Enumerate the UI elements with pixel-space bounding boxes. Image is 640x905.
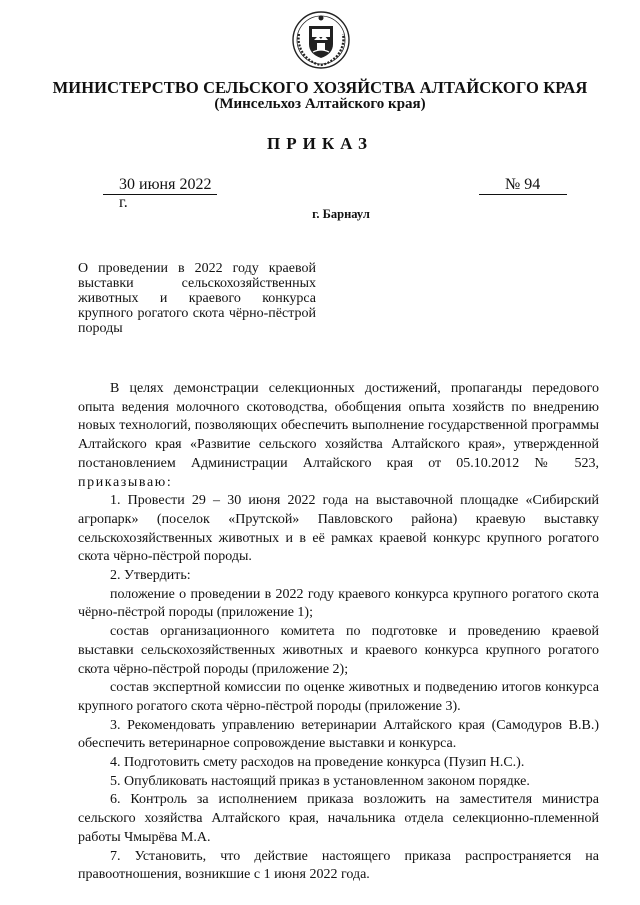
ministry-short-name: (Минсельхоз Алтайского края): [214, 96, 426, 112]
order-date-field: [103, 176, 217, 211]
order-item-2-sub-2: состав организационного комитета по подготовке и проведению краевой выставки сельскохозяйственных животных и краевого конкурса крупного рогатого скота чёрно-пёстрой породы (приложение 2);: [78, 624, 599, 677]
order-date: 30 июня 2022 г.: [119, 176, 212, 211]
city-name: г. Барнаул: [312, 207, 370, 221]
order-number: № 94: [505, 176, 541, 193]
order-number-field: [479, 176, 567, 195]
order-item-3: 3. Рекомендовать управлению ветеринарии Алтайского края (Самодуров В.В.) обеспечить ветеринарное сопровождение выставки и конкурса.: [78, 717, 599, 752]
order-item-2: 2. Утвердить:: [110, 568, 191, 584]
order-item-2-sub-1: положение о проведении в 2022 году краевого конкурса крупного рогатого скота чёрно-пёстрой породы (приложение 1);: [78, 586, 599, 621]
order-item-2-sub-3: состав экспертной комиссии по оценке животных и подведению итогов конкурса крупного рогатого скота чёрно-пёстрой породы (приложение 3).: [78, 680, 599, 714]
document-type: ПРИКАЗ: [267, 134, 373, 153]
preamble-paragraph: [78, 380, 599, 492]
order-item-6: 6. Контроль за исполнением приказа возложить на заместителя министра сельского хозяйства Алтайского края, начальника отдела селекционно-племенной работы Чмырёва М.А.: [78, 792, 599, 845]
order-subject: О проведении в 2022 году краевой выставки сельскохозяйственных животных и краевого конкурса крупного рогатого скота чёрно-пёстрой породы: [78, 261, 316, 336]
order-body: [78, 380, 599, 885]
decree-word: приказываю:: [78, 474, 173, 490]
order-item-1: 1. Провести 29 – 30 июня 2022 года на выставочной площадке «Сибирский агропарк» (поселок «Прутской» Павловского района) краевую выставку сельскохозяйственных животных и в её рамках краевой конкурс крупного рогатого скота чёрно-пёстрой породы.: [78, 493, 599, 565]
ministry-name: МИНИСТЕРСТВО СЕЛЬСКОГО ХОЗЯЙСТВА АЛТАЙСКОГО КРАЯ: [52, 78, 588, 97]
order-item-7: 7. Установить, что действие настоящего приказа распространяется на правоотношения, возникшие с 1 июня 2022 года.: [78, 848, 599, 883]
order-item-4: 4. Подготовить смету расходов на проведение конкурса (Пузип Н.С.).: [110, 755, 525, 771]
order-item-5: 5. Опубликовать настоящий приказ в установленном законом порядке.: [110, 773, 530, 789]
preamble-text: В целях демонстрации селекционных достижений, пропаганды передового опыта ведения молочного скотоводства, обобщения опыта хозяйств по внедрению новых технологий, позволяющих обеспечить выполнение государственной программы Алтайского края «Развитие сельского хозяйства Алтайского края», утвержденной постановлением Администрации Алтайского края от 05.10.2012 № 523,: [78, 381, 599, 471]
altai-krai-emblem-icon: [291, 10, 351, 70]
